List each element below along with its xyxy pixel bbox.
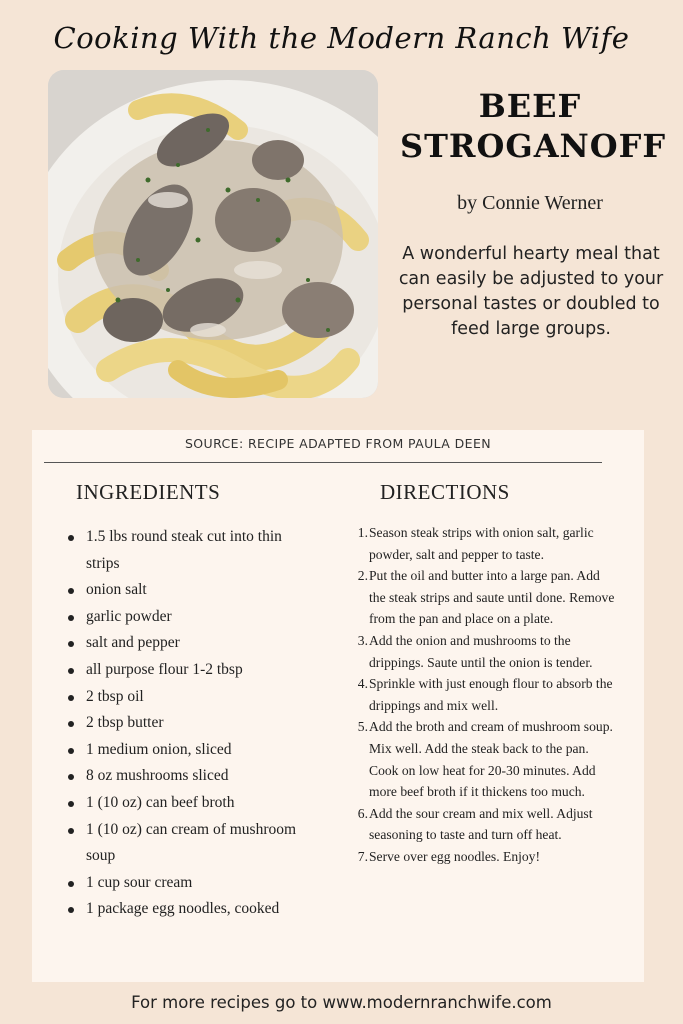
direction-step [354, 846, 616, 868]
step-number: 6. [357, 805, 368, 821]
step-text: Serve over egg noodles. Enjoy! [369, 848, 541, 864]
ingredient-item: 1 package egg noodles, cooked [86, 896, 316, 923]
recipe-card [32, 430, 644, 982]
ingredients-list [68, 524, 316, 923]
ingredient-item: 2 tbsp butter [86, 710, 316, 737]
direction-step [354, 630, 616, 673]
direction-step [354, 716, 616, 802]
step-text: Add the onion and mushrooms to the drippings. Saute until the onion is tender. [369, 632, 593, 670]
directions-heading: DIRECTIONS [380, 480, 510, 504]
step-number: 2. [357, 568, 368, 584]
ingredient-item: 1 medium onion, sliced [86, 737, 316, 764]
recipe-title-line2: STROGANOFF [400, 127, 667, 165]
step-number: 7. [357, 848, 368, 864]
recipe-title-line1: BEEF [478, 87, 582, 125]
ingredient-item: onion salt [86, 577, 316, 604]
ingredient-item: 1.5 lbs round steak cut into thin strips [86, 524, 316, 577]
step-text: Add the broth and cream of mushroom soup. Mix well. Add the steak back to the pan. Cook on low heat for 20-30 minutes. Add more beef broth if it thickens too much. [369, 719, 613, 800]
ingredient-item: all purpose flour 1-2 tbsp [86, 657, 316, 684]
step-text: Season steak strips with onion salt, garlic powder, salt and pepper to taste. [369, 525, 594, 562]
ingredient-item: 1 (10 oz) can beef broth [86, 790, 316, 817]
ingredients-heading: INGREDIENTS [76, 480, 221, 504]
beef-stroganoff-image [48, 70, 378, 398]
step-number: 4. [357, 676, 368, 692]
direction-step [354, 803, 616, 846]
ingredient-item: garlic powder [86, 604, 316, 631]
step-text: Sprinkle with just enough flour to absorb the drippings and mix well. [369, 676, 613, 713]
ingredient-item: 1 (10 oz) can cream of mushroom soup [86, 817, 316, 870]
site-title: Cooking With the Modern Ranch Wife [53, 21, 630, 55]
direction-step [354, 673, 616, 716]
direction-step [354, 522, 616, 565]
recipe-photo [48, 70, 378, 398]
recipe-source: SOURCE: RECIPE ADAPTED FROM PAULA DEEN [184, 436, 492, 451]
step-number: 5. [357, 719, 368, 735]
divider [44, 462, 602, 463]
recipe-title [400, 86, 667, 166]
recipe-intro: A wonderful hearty meal that can easily be adjusted to your personal tastes or doubled to feed large groups. [398, 244, 664, 339]
ingredient-item: 8 oz mushrooms sliced [86, 763, 316, 790]
step-text: Put the oil and butter into a large pan. Add the steak strips and saute until done. Remove from the pan and place on a plate. [369, 568, 615, 627]
direction-step [354, 565, 616, 630]
ingredient-item: 1 cup sour cream [86, 870, 316, 897]
ingredient-item: 2 tbsp oil [86, 684, 316, 711]
step-number: 1. [357, 525, 368, 540]
step-number: 3. [357, 632, 368, 648]
ingredient-item: salt and pepper [86, 630, 316, 657]
recipe-author: by Connie Werner [457, 192, 603, 214]
footer-link-text: For more recipes go to www.modernranchwife.com [131, 993, 552, 1012]
directions-list [354, 522, 616, 868]
step-text: Add the sour cream and mix well. Adjust seasoning to taste and turn off heat. [369, 805, 593, 843]
